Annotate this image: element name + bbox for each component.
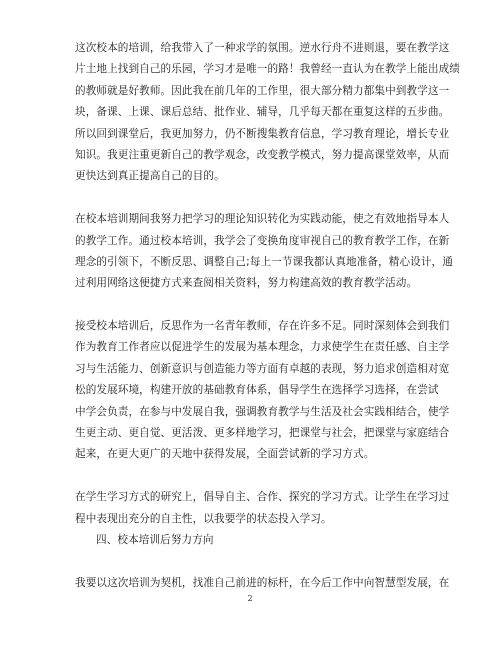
paragraph-4 xyxy=(75,487,450,551)
paragraph-spacer xyxy=(75,551,425,572)
text-line: 在校本培训期间我努力把学习的理论知识转化为实践动能，使之有效地指导本人 xyxy=(75,213,450,226)
text-line: 作为教育工作者应以促进学生的发展为基本理念，力求使学生在责任感、自主学 xyxy=(75,341,450,354)
text-line: 这次校本的培训，给我带入了一种求学的氛围。逆水行舟不进则退，要在教学这 xyxy=(75,42,450,54)
paragraph-3 xyxy=(75,316,450,466)
text-line: 片土地上找到自己的乐园，学习才是唯一的路！我曾经一直认为在教学上能出成绩 xyxy=(75,63,460,76)
text-line: 理念的引领下，不断反思、调整自己;每上一节课我都认真地准备，精心设计，通 xyxy=(75,255,453,268)
document-body xyxy=(75,38,460,594)
text-line: 程中表现出充分的自主性，以我要学的状态投入学习。 xyxy=(75,512,332,525)
text-line: 所以回到课堂后，我更加努力，仍不断搜集教育信息，学习教育理论，增长专业 xyxy=(75,127,450,140)
text-line: 的教师就是好教师。因此我在前几年的工作里，很大部分精力都集中到教学这一 xyxy=(75,84,450,97)
text-line: 的教学工作。通过校本培训，我学会了变换角度审视自己的教育教学工作，在新 xyxy=(75,234,450,247)
paragraph-1 xyxy=(75,38,460,188)
text-line: 块，备课、上课、课后总结、批作业、辅导，几乎每天都在重复这样的五步曲。 xyxy=(75,106,450,119)
section-heading: 四、校本培训后努力方向 xyxy=(96,533,214,546)
paragraph-spacer xyxy=(75,188,425,209)
text-line: 知识。我更注重更新自己的教学观念，改变教学模式，努力提高课堂效率，从而 xyxy=(75,148,450,161)
text-line: 松的发展环境，构建开放的基础教育体系，倡导学生在选择学习选择，在尝试 xyxy=(75,384,439,397)
text-line: 我要以这次培训为契机，找准自己前进的标杆，在今后工作中向智慧型发展，在 xyxy=(75,576,450,589)
text-line: 起来，在更大更广的天地中获得发展，全面尝试新的学习方式。 xyxy=(75,448,375,461)
text-line: 更快达到真正提高自己的目的。 xyxy=(75,170,225,183)
paragraph-spacer xyxy=(75,295,425,316)
text-line: 在学生学习方式的研究上，倡导自主、合作、探究的学习方式。让学生在学习过 xyxy=(75,491,450,504)
text-line: 过利用网络这便捷方式来查阅相关资料，努力构建高效的教育教学活动。 xyxy=(75,277,418,290)
paragraph-5 xyxy=(75,573,450,594)
text-line: 中学会负责，在参与中发展自我，强调教育教学与生活及社会实践相结合，使学 xyxy=(75,405,450,418)
text-line: 习与生活能力、创新意识与创造能力等方面有卓越的表现，努力追求创造相对宽 xyxy=(75,362,450,375)
text-line: 接受校本培训后，反思作为一名青年教师，存在许多不足。同时深刻体会到我们 xyxy=(75,320,450,333)
page-number: 2 xyxy=(247,594,253,603)
paragraph-spacer xyxy=(75,466,425,487)
paragraph-2 xyxy=(75,209,453,295)
text-line: 生更主动、更自觉、更活泼、更多样地学习，把课堂与社会，把课堂与家庭结合 xyxy=(75,427,450,440)
